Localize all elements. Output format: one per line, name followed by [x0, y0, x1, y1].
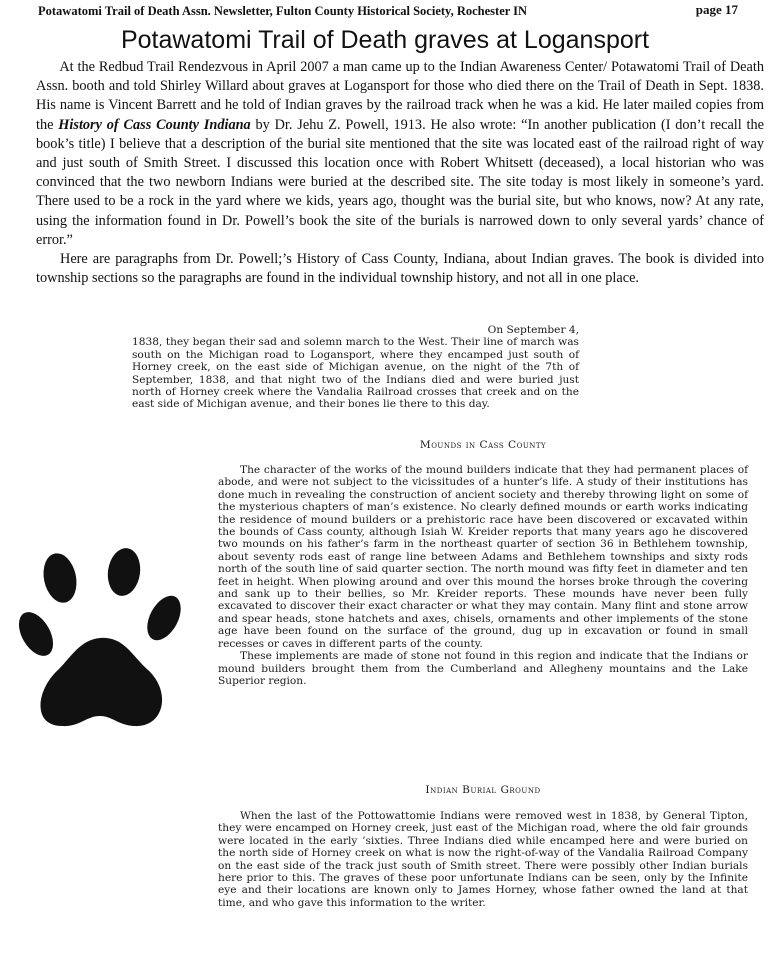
intro-p1-end: by Dr. Jehu Z. Powell, 1913. He also wrote: “In another publication (I don’t recall the book’s title) I believe that a description of the burial site mentioned that the site was located east of the railroad right of way and just south of Smith Street. I discussed this location once with Robert Whitsett (deceased), a local historian who was convinced that the two newborn Indians were buried at the described site. The site today is most likely in someone’s yard. There used to be a rock in the yard where we kids, years ago, thought was the burial site, but who knows, now? At any rate, using the information found in Dr. Powell’s book the site of the burials is narrowed down to only several yards’ chance of error.”	[36, 116, 765, 248]
newsletter-header	[38, 2, 738, 22]
excerpt-body: 1838, they began their sad and solemn march to the West. Their line of march was south on the Michigan road to Logansport, where they encamped just south of Horney creek, on the east side of Michigan avenue, on the night of the 7th of September, 1838, and that night two of the Indians died and were buried just north of Horney creek where the Vandalia Railroad crosses that creek and on the east side of Michigan avenue, and their bones lie there to this day.	[132, 336, 579, 411]
book-title: History of Cass County Indiana	[58, 116, 251, 133]
excerpt-burial-ground	[218, 810, 748, 909]
excerpt-first-line: On September 4,	[487, 324, 579, 336]
burial-paragraph: When the last of the Pottowattomie Indians were removed west in 1838, by General Tipton, they were encamped on Horney creek, just east of the Michigan road, where the old fair grounds were located in the early ’sixties. Three Indians died while encamped here and were buried on the north side of Horney creek on what is now the right-of-way of the Vandalia Railroad Company on the east side of the track just south of Smith street. There were possibly other Indian burials here prior to this. The graves of these poor unfortunate Indians can be seen, only by the Infinite eye and their locations are known only to James Horney, whose father owned the land at that time, and who gave this information to the writer.	[218, 810, 748, 909]
mounds-paragraph-2: These implements are made of stone not found in this region and indicate that the Indians or mound builders brought them from the Cumberland and Allegheny mountains and the Lake Superior region.	[218, 650, 748, 687]
intro-text	[36, 58, 764, 288]
header-source: Potawatomi Trail of Death Assn. Newsletter, Fulton County Historical Society, Rochester IN	[38, 4, 528, 18]
paw-print-icon	[14, 548, 186, 734]
page-number: page 17	[695, 2, 738, 17]
section-heading-burial: Indian Burial Ground	[425, 784, 541, 796]
intro-paragraph-2: Here are paragraphs from Dr. Powell;’s History of Cass County, Indiana, about Indian graves. The book is divided into township sections so the paragraphs are found in the individual township history, and not all in one place.	[36, 251, 764, 287]
excerpt-mounds	[218, 464, 748, 687]
intro-paragraph-1	[36, 58, 764, 250]
mounds-paragraph-1: The character of the works of the mound builders indicate that they had permanent places of abode, and were not subject to the vicissitudes of a hunter’s life. A study of their institutions has done much in revealing the construction of ancient society and thereby throwing light on some of the mysterious chapters of man’s existence. No clearly defined mounds or earth works indicating the residence of mound builders or a prehistoric race have been discovered or excavated within the bounds of Cass county, although Isiah W. Kreider reports that many years ago he discovered two mounds on his father’s farm in the northeast quarter of section 36 in Bethlehem township, about seventy rods east of range line between Adams and Bethlehem townships and sixty rods north of the south line of said quarter section. The north mound was fifty feet in diameter and ten feet in height. When plowing around and over this mound the horses broke through the covering and sank up to their bellies, so Mr. Kreider reports. These mounds have never been fully excavated to discover their exact character or what they may contain. Many flint and stone arrow and spear heads, stone hatchets and axes, chisels, ornaments and other implements of the stone age have been found on the surface of the ground, dug up in excavation or found in small recesses or caves in different parts of the county.	[218, 464, 748, 650]
article-title: Potawatomi Trail of Death graves at Logansport	[120, 26, 650, 54]
section-heading-mounds: Mounds in Cass County	[419, 439, 547, 451]
excerpt-trail-march	[132, 324, 579, 411]
intro-p1-start: At the Redbud Trail Rendezvous in April 2007 a man came up to the Indian Awareness Center/ Potawatomi Trail of Death Assn. booth and told Shirley Willard about graves at Logansport for those who died there on the Trail of Death in Sept. 1838. His name is Vincent Barrett and he told of Indian graves by the railroad track when he was a kid. He later mailed copies from the	[36, 59, 764, 133]
